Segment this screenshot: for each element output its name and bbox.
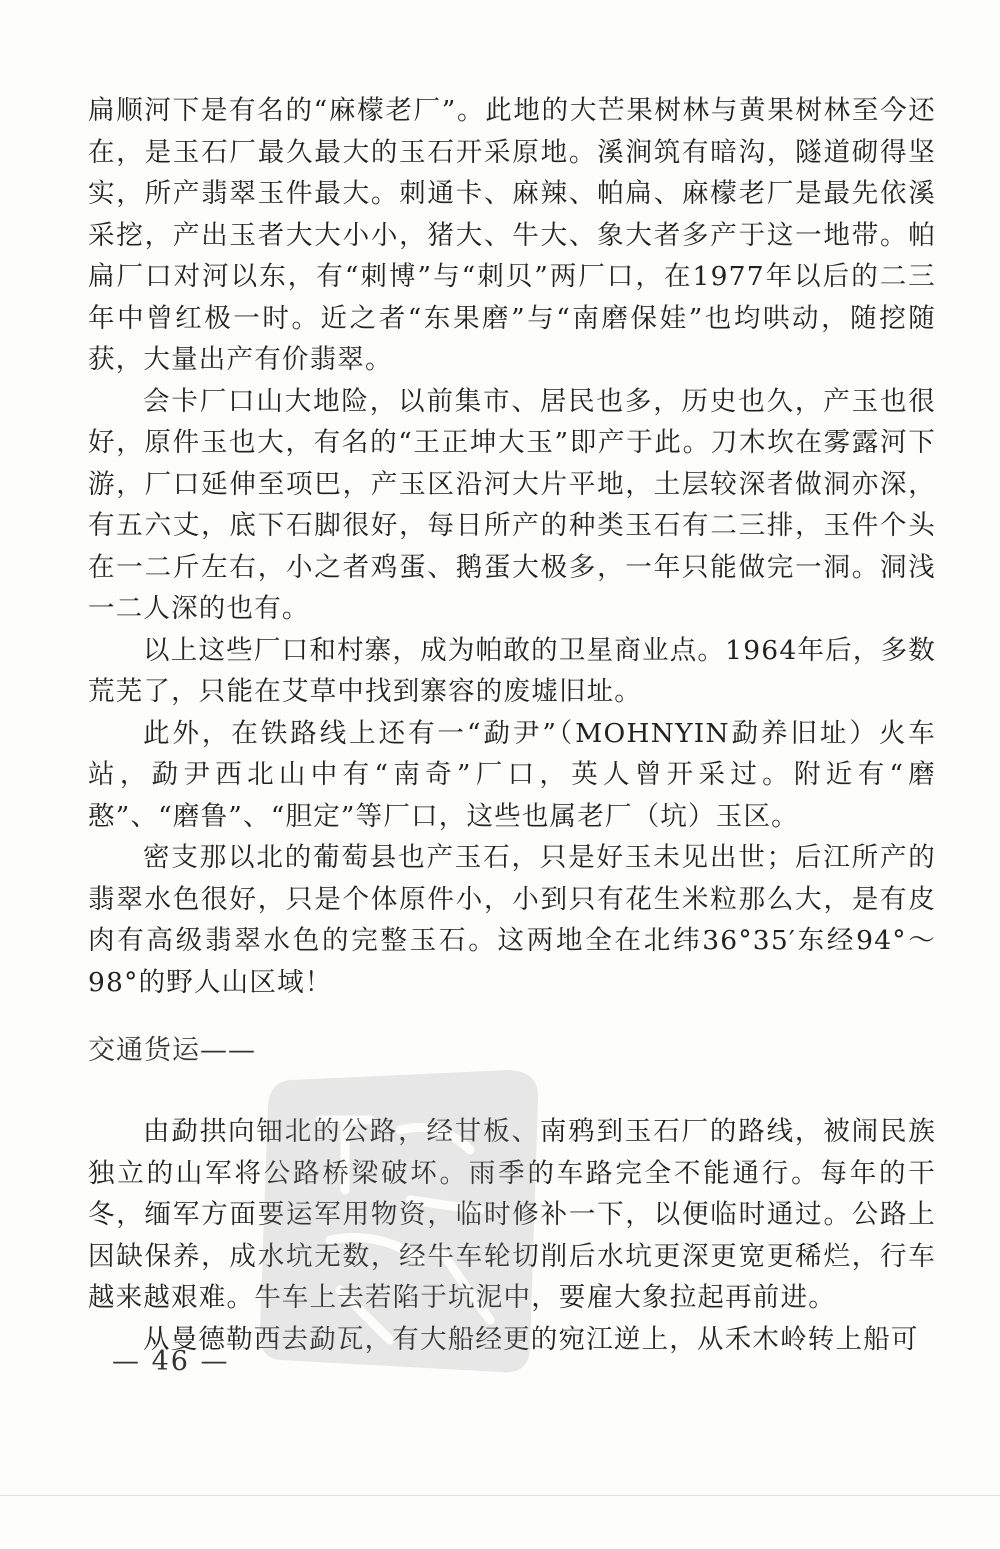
- section-heading: 交通货运——: [88, 1035, 256, 1066]
- text-column: [88, 90, 936, 1360]
- paragraph: 从曼德勒西去勐瓦，有大船经更的宛江逆上，从禾木岭转上船可: [143, 1323, 919, 1355]
- paragraph: 由勐拱向钿北的公路，经甘板、南鸦到玉石厂的路线，被闹民族独立的山军将公路桥梁破坏。雨季的车路完全不能通行。每年的干冬，缅军方面要运军用物资，临时修补一下，以便临时通过。公路上因缺保养，成水坑无数，经牛车轮切削后水坑更深更宽更稀烂，行车越来越艰难。牛车上去若陷于坑泥中，要雇大象拉起再前进。: [88, 1116, 936, 1313]
- paragraph: 会卡厂口山大地险，以前集市、居民也多，历史也久，产玉也很好，原件玉也大，有名的“王正坤大玉”即产于此。刀木坎在雾露河下游，厂口延伸至项巴，产玉区沿河大片平地，土层较深者做洞亦深，有五六丈，底下石脚很好，每日所产的种类玉石有二三排，玉件个头在一二斤左右，小之者鸡蛋、鹅蛋大极多，一年只能做完一洞。洞浅一二人深的也有。: [88, 385, 936, 624]
- page-bottom-edge: [0, 1495, 1000, 1496]
- page-number: — 46 —: [112, 1346, 230, 1377]
- paragraph: 密支那以北的葡萄县也产玉石，只是好玉未见出世；后江所产的翡翠水色很好，只是个体原件小，小到只有花生米粒那么大，是有皮肉有高级翡翠水色的完整玉石。这两地全在北纬36°35′东经94°～98°的野人山区域！: [88, 842, 936, 998]
- paragraph: 以上这些厂口和村寨，成为帕敢的卫星商业点。1964年后，多数荒芜了，只能在艾草中找到寨容的废墟旧址。: [88, 634, 936, 707]
- paragraph: 扁顺河下是有名的“麻檬老厂”。此地的大芒果树林与黄果树林至今还在，是玉石厂最久最大的玉石开采原地。溪涧筑有暗沟，隧道砌得坚实，所产翡翠玉件最大。刺通卡、麻辣、帕扁、麻檬老厂是最先依溪采挖，产出玉者大大小小，猪大、牛大、象大者多产于这一地带。帕扁厂口对河以东，有“刺博”与“刺贝”两厂口，在1977年以后的二三年中曾红极一时。近之者“东果磨”与“南磨保娃”也均哄动，随挖随获，大量出产有价翡翠。: [88, 95, 936, 375]
- paragraph: 此外，在铁路线上还有一“勐尹”（MOHNYIN勐养旧址）火车站，勐尹西北山中有“南奇”厂口，英人曾开采过。附近有“磨憨”、“磨鲁”、“胆定”等厂口，这些也属老厂（坑）玉区。: [88, 717, 936, 832]
